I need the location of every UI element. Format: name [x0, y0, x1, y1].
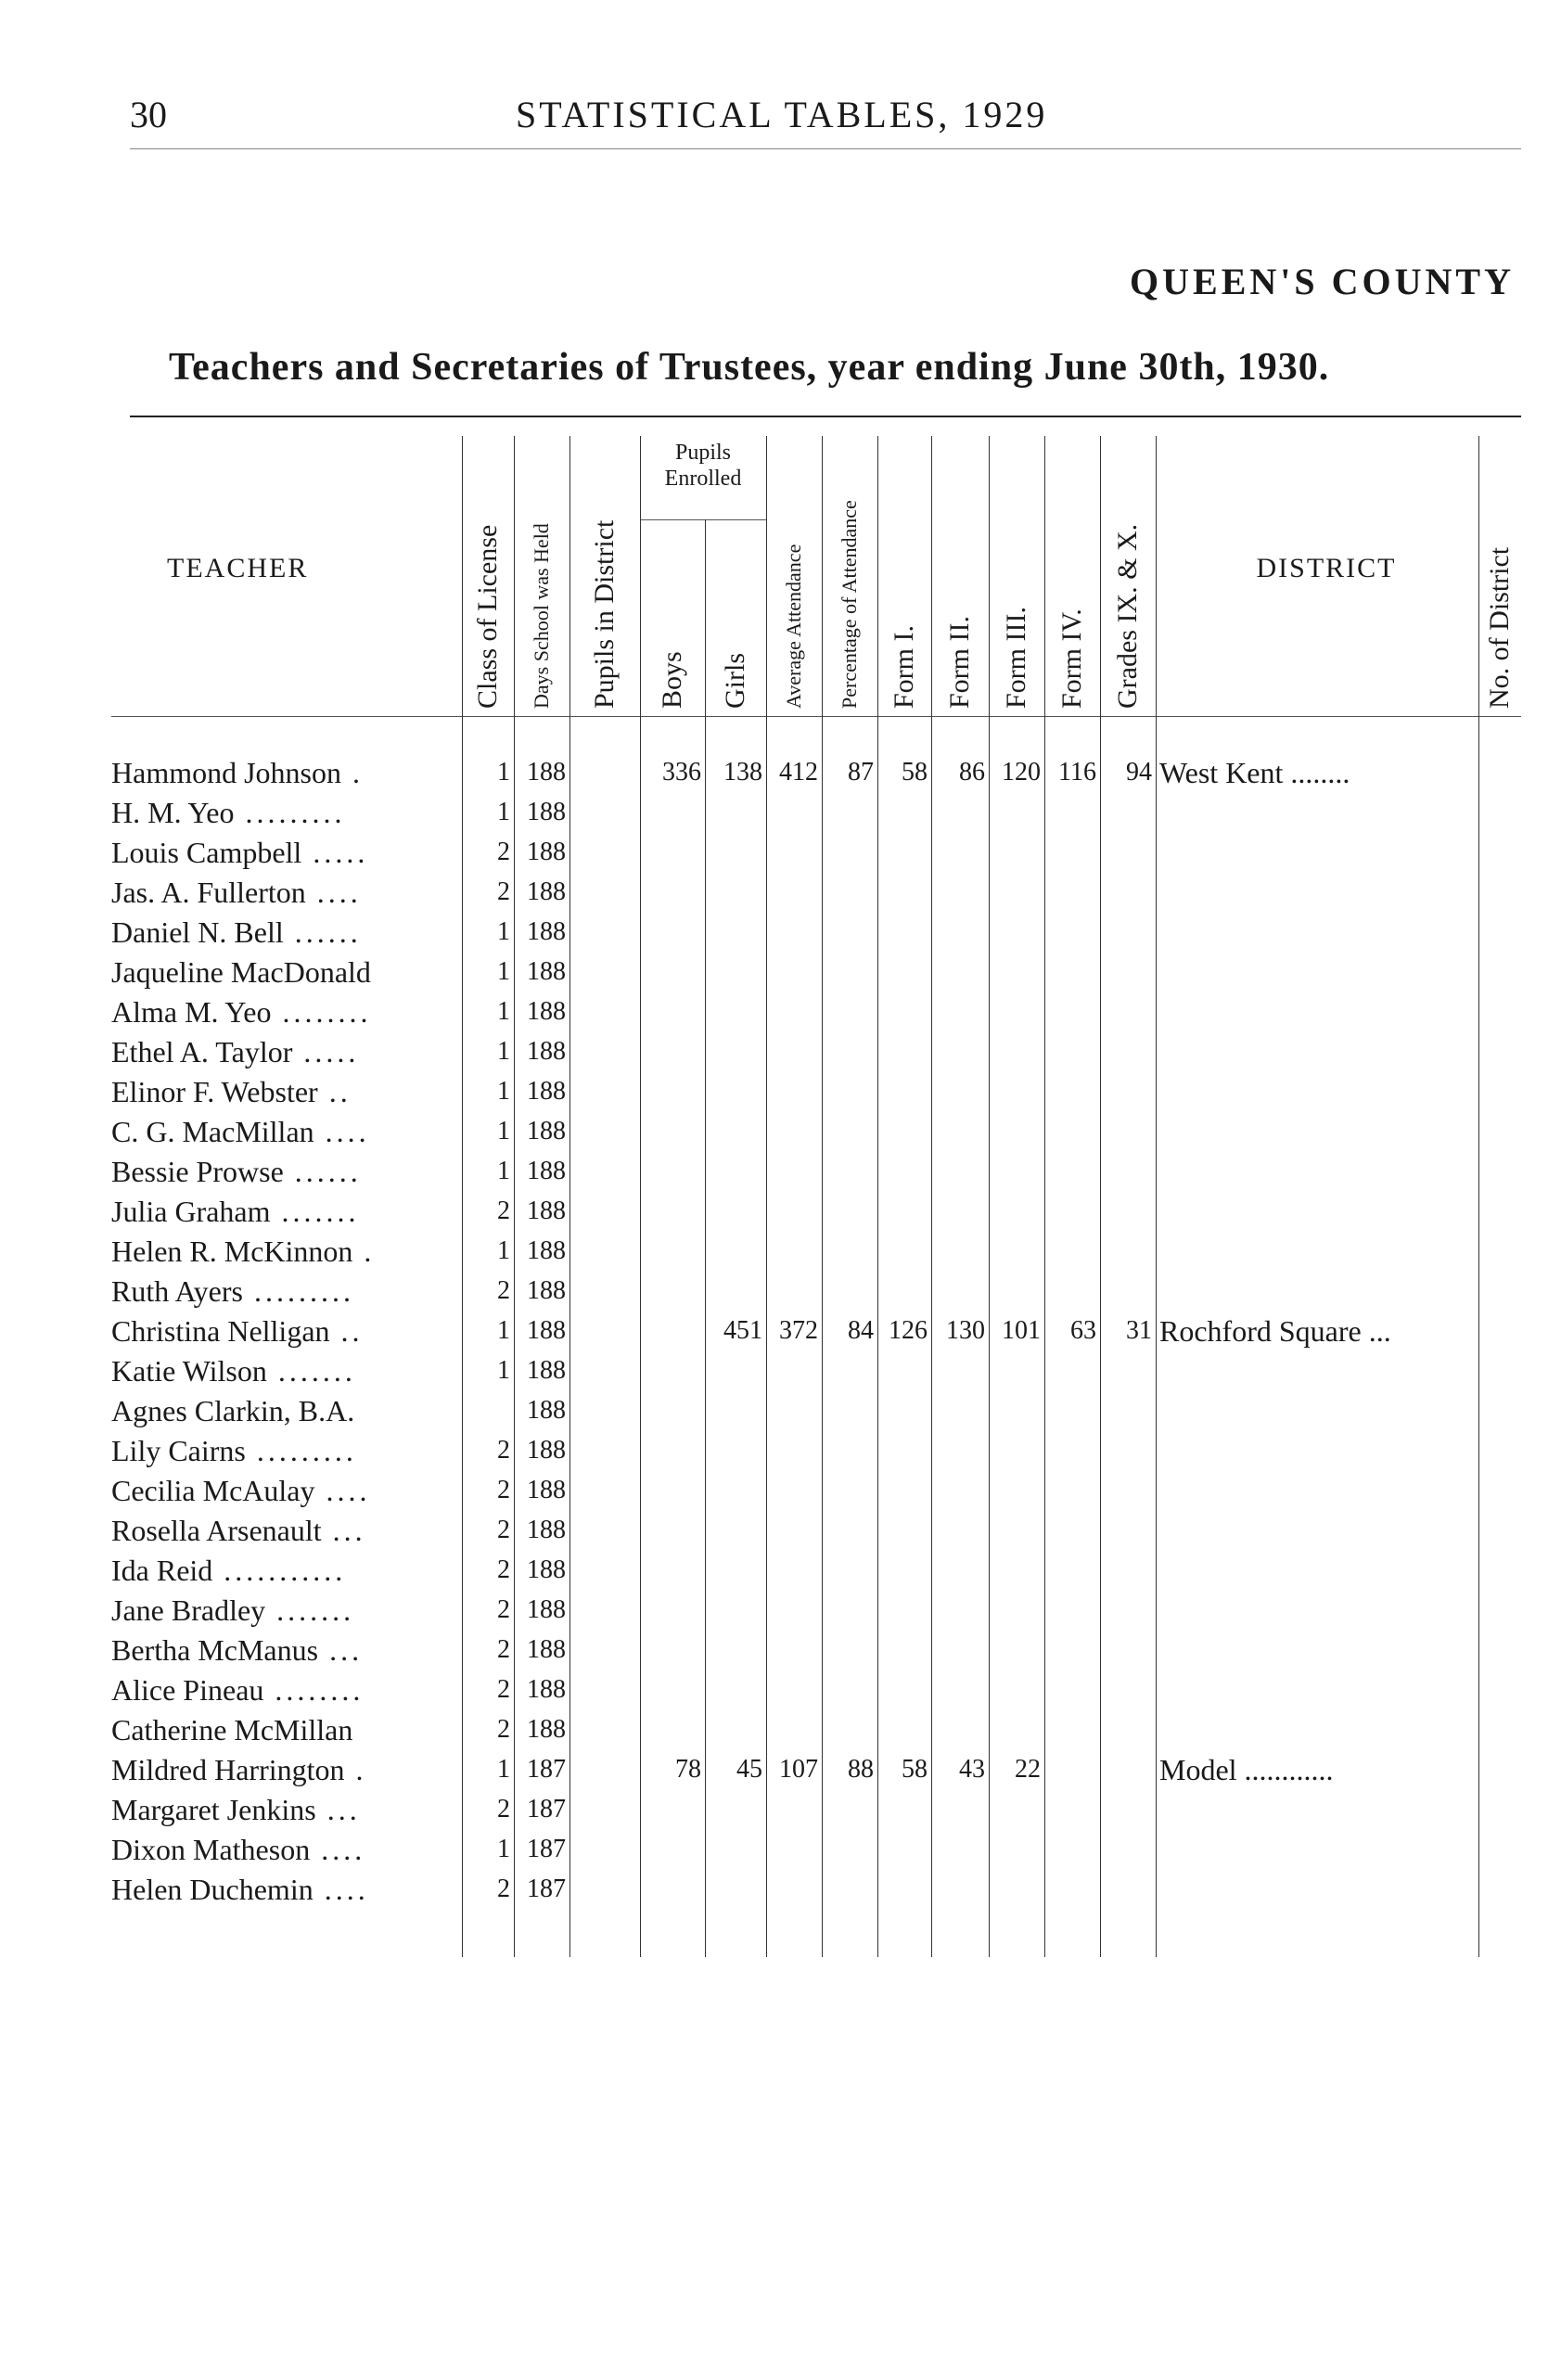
- leader-dots: .: [341, 756, 364, 789]
- leader-dots: ...: [318, 1633, 364, 1667]
- district-name: Model ............: [1159, 1753, 1334, 1786]
- teacher-name-text: Christina Nelligan: [111, 1314, 330, 1348]
- teacher-name-text: Jas. A. Fullerton: [111, 876, 306, 909]
- cell-girls: 45: [736, 1755, 762, 1784]
- teacher-name-text: Rosella Arsenault: [111, 1514, 322, 1547]
- teacher-name: [111, 1591, 456, 1630]
- cell-g910: 31: [1126, 1316, 1152, 1345]
- teacher-name-text: Jane Bradley: [111, 1593, 266, 1627]
- column-rule: [705, 519, 706, 1957]
- teacher-name-text: Lily Cairns: [111, 1434, 246, 1467]
- teacher-name-text: Alice Pineau: [111, 1673, 264, 1707]
- cell-f2: 86: [959, 758, 985, 787]
- column-rule: [931, 436, 932, 1957]
- cell-days: 187: [527, 1875, 566, 1903]
- teacher-name: [111, 992, 456, 1031]
- cell-license: 1: [497, 1316, 510, 1345]
- teacher-name: [111, 1511, 456, 1550]
- cell-days: 188: [527, 1117, 566, 1145]
- district-name: Rochford Square ...: [1159, 1314, 1391, 1348]
- column-header-girls: Girls: [720, 653, 750, 709]
- column-header-license: Class of License: [472, 524, 503, 709]
- teacher-name-text: Hammond Johnson: [111, 756, 341, 789]
- teacher-name-text: Agnes Clarkin, B.A.: [111, 1394, 355, 1427]
- leader-dots: .....: [301, 836, 369, 869]
- column-header-f1: Form I.: [889, 625, 919, 709]
- teacher-name-text: Mildred Harrington: [111, 1753, 345, 1786]
- leader-dots: ........: [271, 995, 372, 1029]
- cell-f1: 58: [902, 1755, 928, 1784]
- district-name: West Kent ........: [1159, 756, 1350, 789]
- teacher-name: [111, 1631, 456, 1670]
- cell-license: 1: [497, 1755, 510, 1784]
- cell-days: 188: [527, 838, 566, 866]
- teacher-name-text: C. G. MacMillan: [111, 1115, 314, 1148]
- cell-days: 188: [527, 997, 566, 1026]
- teacher-name: [111, 1351, 456, 1390]
- cell-days: 188: [527, 877, 566, 906]
- cell-license: 1: [497, 917, 510, 946]
- column-header-pupils-enrolled: Pupils Enrolled: [664, 441, 742, 491]
- column-header-pct: Percentage of Attendance: [838, 500, 861, 709]
- page-number: 30: [130, 94, 167, 135]
- cell-license: 2: [497, 838, 510, 866]
- leader-dots: ....: [305, 876, 362, 909]
- cell-days: 188: [527, 798, 566, 826]
- column-header-avg: Average Attendance: [782, 544, 805, 709]
- teacher-name: [111, 833, 456, 872]
- cell-license: 1: [497, 1077, 510, 1106]
- cell-license: 2: [497, 1196, 510, 1225]
- teacher-name-text: Ruth Ayers: [111, 1274, 243, 1308]
- leader-dots: .........: [234, 796, 346, 829]
- column-header-g910: Grades IX. & X.: [1112, 523, 1143, 709]
- cell-days: 188: [527, 1396, 566, 1425]
- column-rule: [766, 436, 767, 1957]
- leader-dots: .: [352, 1235, 376, 1268]
- teacher-name-text: Helen R. McKinnon: [111, 1235, 353, 1268]
- teacher-name: [111, 1670, 456, 1709]
- cell-days: 188: [527, 1037, 566, 1066]
- teacher-name: [111, 1192, 456, 1231]
- cell-days: 188: [527, 1196, 566, 1225]
- cell-license: 1: [497, 997, 510, 1026]
- running-title: STATISTICAL TABLES, 1929: [516, 94, 1048, 135]
- cell-license: 2: [497, 1276, 510, 1305]
- leader-dots: .......: [266, 1354, 356, 1388]
- column-rule: [822, 436, 823, 1957]
- cell-days: 187: [527, 1755, 566, 1784]
- column-header-district-pupils: Pupils in District: [589, 519, 620, 709]
- teacher-name: [111, 1391, 456, 1430]
- teacher-name: [111, 1790, 456, 1829]
- cell-license: 1: [497, 1157, 510, 1185]
- cell-boys: 78: [675, 1755, 701, 1784]
- teacher-name: [111, 1072, 456, 1111]
- cell-days: 188: [527, 917, 566, 946]
- header-bottom-rule: [111, 716, 1521, 717]
- leader-dots: ....: [314, 1474, 371, 1507]
- cell-license: 2: [497, 1675, 510, 1704]
- teacher-name-text: Bertha McManus: [111, 1633, 319, 1667]
- cell-f1: 58: [902, 758, 928, 787]
- cell-license: 1: [497, 798, 510, 826]
- leader-dots: ...........: [212, 1554, 347, 1587]
- column-header-f4: Form IV.: [1056, 608, 1087, 709]
- cell-f2: 130: [946, 1316, 985, 1345]
- cell-boys: 336: [662, 758, 701, 787]
- leader-dots: ......: [283, 915, 362, 949]
- column-header-f3: Form III.: [1001, 607, 1031, 709]
- teacher-name: [111, 913, 456, 952]
- cell-days: 188: [527, 957, 566, 986]
- leader-dots: ....: [313, 1115, 370, 1148]
- teacher-name: [111, 1710, 456, 1749]
- cell-f3: 101: [1002, 1316, 1041, 1345]
- teacher-name: [111, 1750, 456, 1789]
- teacher-name: [111, 1112, 456, 1151]
- enrolled-group-rule: [640, 519, 766, 520]
- cell-days: 188: [527, 1077, 566, 1106]
- column-rule: [1478, 436, 1479, 1957]
- cell-license: 2: [497, 1875, 510, 1903]
- leader-dots: .........: [245, 1434, 357, 1467]
- leader-dots: ........: [263, 1673, 365, 1707]
- column-rule: [989, 436, 990, 1957]
- cell-f4: 116: [1058, 758, 1096, 787]
- leader-dots: .......: [265, 1593, 355, 1627]
- leader-dots: .....: [292, 1035, 360, 1068]
- teacher-name-text: Bessie Prowse: [111, 1155, 284, 1188]
- leader-dots: ......: [283, 1155, 362, 1188]
- teacher-name-text: Elinor F. Webster: [111, 1075, 318, 1108]
- teacher-name: [111, 1431, 456, 1470]
- cell-f1: 126: [889, 1316, 928, 1345]
- cell-license: 2: [497, 1795, 510, 1823]
- leader-dots: ..: [329, 1314, 364, 1348]
- column-header-f2: Form II.: [944, 616, 975, 709]
- cell-license: 1: [497, 1356, 510, 1385]
- teacher-name: [111, 873, 456, 912]
- column-header-no-of-district: No. of District: [1484, 546, 1515, 709]
- cell-avg: 372: [779, 1316, 818, 1345]
- leader-dots: ....: [313, 1873, 369, 1906]
- cell-f3: 120: [1002, 758, 1041, 787]
- leader-dots: .......: [270, 1195, 360, 1228]
- teacher-name: [111, 793, 456, 832]
- cell-days: 188: [527, 1356, 566, 1385]
- cell-license: 2: [497, 1595, 510, 1624]
- teacher-name-text: Ethel A. Taylor: [111, 1035, 293, 1068]
- cell-g910: 94: [1126, 758, 1152, 787]
- teacher-name: [111, 1032, 456, 1071]
- teacher-name: [111, 1152, 456, 1191]
- teacher-name-text: Helen Duchemin: [111, 1873, 313, 1906]
- cell-days: 188: [527, 758, 566, 787]
- cell-days: 187: [527, 1795, 566, 1823]
- cell-license: 1: [497, 1037, 510, 1066]
- cell-pct: 88: [848, 1755, 874, 1784]
- cell-license: 1: [497, 1835, 510, 1863]
- teacher-name: [111, 1551, 456, 1590]
- cell-days: 188: [527, 1276, 566, 1305]
- column-rule: [569, 436, 570, 1957]
- cell-f4: 63: [1070, 1316, 1096, 1345]
- teacher-name-text: Dixon Matheson: [111, 1833, 311, 1866]
- teacher-name: [111, 1471, 456, 1510]
- teacher-name-text: Ida Reid: [111, 1554, 213, 1587]
- teacher-name: [111, 1830, 456, 1869]
- cell-girls: 451: [723, 1316, 762, 1345]
- leader-dots: ...: [315, 1793, 361, 1826]
- cell-f2: 43: [959, 1755, 985, 1784]
- teacher-name-text: Margaret Jenkins: [111, 1793, 316, 1826]
- teacher-name-text: Daniel N. Bell: [111, 915, 284, 949]
- cell-days: 188: [527, 1635, 566, 1664]
- teacher-name-text: Cecilia McAulay: [111, 1474, 315, 1507]
- cell-license: 1: [497, 1236, 510, 1265]
- cell-license: 2: [497, 877, 510, 906]
- cell-days: 187: [527, 1835, 566, 1863]
- cell-days: 188: [527, 1516, 566, 1544]
- cell-license: 1: [497, 957, 510, 986]
- cell-pct: 84: [848, 1316, 874, 1345]
- cell-license: 2: [497, 1516, 510, 1544]
- teacher-name-text: Jaqueline MacDonald: [111, 955, 371, 989]
- cell-days: 188: [527, 1236, 566, 1265]
- leader-dots: .........: [242, 1274, 354, 1308]
- column-rule: [1044, 436, 1045, 1957]
- cell-avg: 107: [779, 1755, 818, 1784]
- column-rule: [1156, 436, 1157, 1957]
- cell-license: 2: [497, 1635, 510, 1664]
- leader-dots: .: [344, 1753, 367, 1786]
- column-header-boys: Boys: [657, 651, 687, 709]
- column-rule: [877, 436, 878, 1957]
- cell-days: 188: [527, 1555, 566, 1584]
- cell-days: 188: [527, 1675, 566, 1704]
- teacher-name: [111, 753, 456, 792]
- teacher-name: [111, 1232, 456, 1271]
- cell-license: 1: [497, 1117, 510, 1145]
- teacher-name: [111, 1870, 456, 1909]
- cell-days: 188: [527, 1436, 566, 1465]
- cell-avg: 412: [779, 758, 818, 787]
- column-rule: [640, 436, 641, 1957]
- teacher-name-text: Catherine McMillan: [111, 1713, 353, 1747]
- cell-license: 2: [497, 1476, 510, 1504]
- cell-days: 188: [527, 1476, 566, 1504]
- leader-dots: ...: [321, 1514, 366, 1547]
- teacher-name-text: Alma M. Yeo: [111, 995, 272, 1029]
- cell-days: 188: [527, 1595, 566, 1624]
- leader-dots: ....: [310, 1833, 366, 1866]
- cell-days: 188: [527, 1157, 566, 1185]
- column-header-teacher: TEACHER: [167, 553, 309, 583]
- column-header-days: Days School was Held: [530, 523, 553, 709]
- column-header-district: DISTRICT: [1256, 553, 1397, 583]
- teacher-name: [111, 1312, 456, 1350]
- cell-days: 188: [527, 1316, 566, 1345]
- cell-license: 2: [497, 1436, 510, 1465]
- teacher-name-text: Louis Campbell: [111, 836, 302, 869]
- teacher-name-text: Julia Graham: [111, 1195, 271, 1228]
- cell-days: 188: [527, 1715, 566, 1744]
- teacher-name-text: H. M. Yeo: [111, 796, 235, 829]
- county-heading: QUEEN'S COUNTY: [1130, 261, 1515, 302]
- cell-pct: 87: [848, 758, 874, 787]
- cell-girls: 138: [723, 758, 762, 787]
- leader-dots: ..: [317, 1075, 352, 1108]
- table-subtitle: Teachers and Secretaries of Trustees, year ending June 30th, 1930.: [169, 346, 1330, 389]
- cell-license: 2: [497, 1555, 510, 1584]
- cell-license: 1: [497, 758, 510, 787]
- teacher-name: [111, 1272, 456, 1311]
- teacher-name-text: Katie Wilson: [111, 1354, 267, 1388]
- teacher-name: [111, 953, 456, 992]
- cell-f3: 22: [1015, 1755, 1041, 1784]
- cell-license: 2: [497, 1715, 510, 1744]
- column-rule: [1100, 436, 1101, 1957]
